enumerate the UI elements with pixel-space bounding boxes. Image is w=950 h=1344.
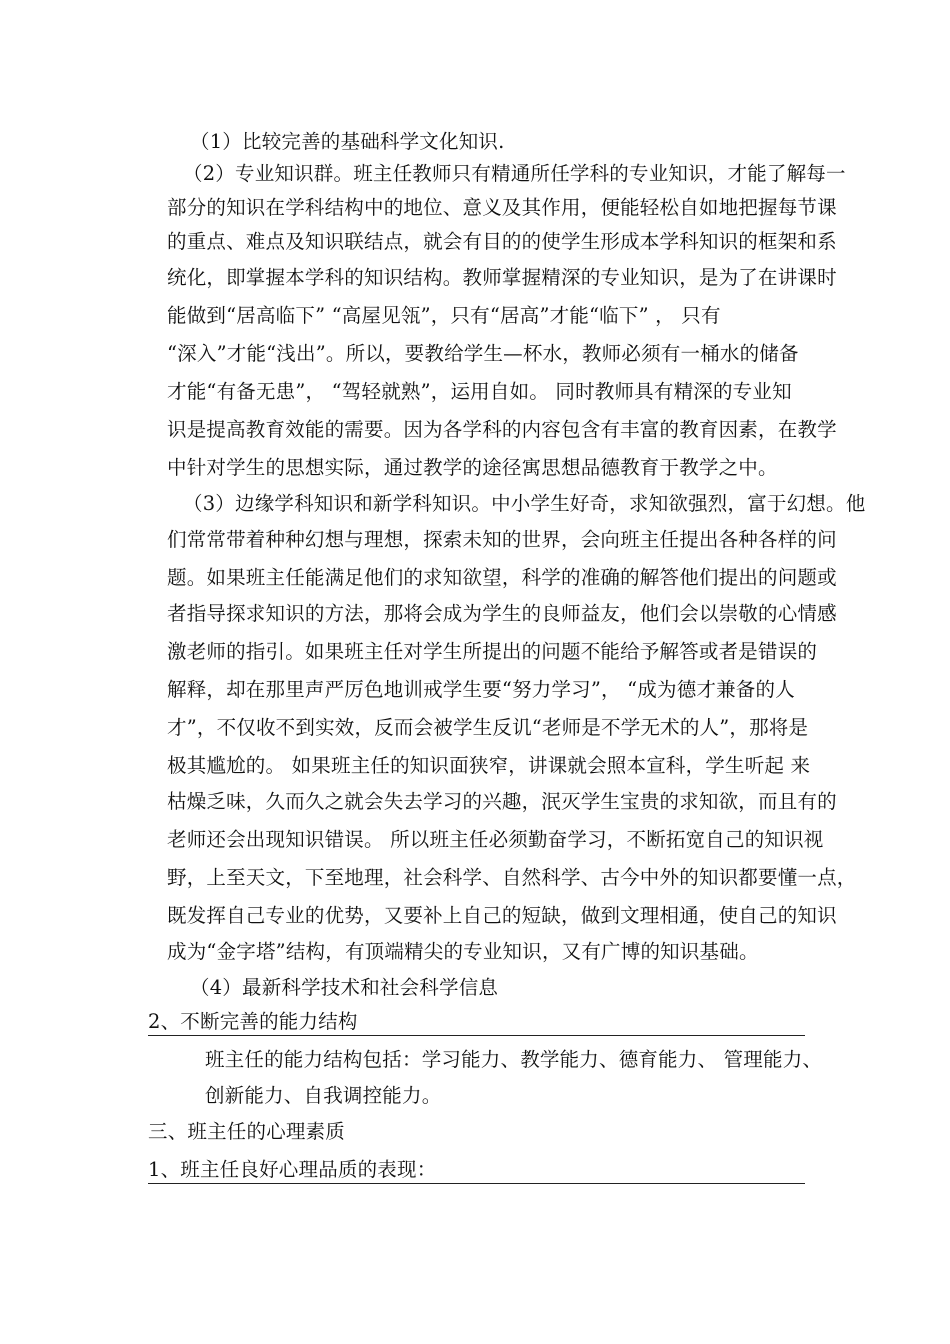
paragraph-text: 中针对学生的思想实际，通过教学的途径寓思想品德教育于教学之中。 bbox=[167, 456, 778, 479]
section-heading-ability: 2、不断完善的能力结构 bbox=[148, 1010, 358, 1033]
paragraph-text: 统化，即掌握本学科的知识结构。教师掌握精深的专业知识，是为了在讲课时 bbox=[167, 266, 837, 289]
heading-underline bbox=[148, 1183, 805, 1184]
subsection-heading: 1、班主任良好心理品质的表现： bbox=[148, 1158, 437, 1181]
paragraph-text: 野，上至天文，下至地理，社会科学、自然科学、古今中外的知识都要懂一点， bbox=[167, 866, 857, 889]
paragraph-text: 老师还会出现知识错误。 所以班主任必须勤奋学习，不断拓宽自己的知识视 bbox=[167, 828, 824, 851]
paragraph-text: 枯燥乏味，久而久之就会失去学习的兴趣，泯灭学生宝贵的求知欲，而且有的 bbox=[167, 790, 837, 813]
paragraph-text: （2）专业知识群。班主任教师只有精通所任学科的专业知识，才能了解每一 bbox=[183, 162, 846, 185]
heading-underline bbox=[148, 1035, 805, 1036]
paragraph-text: “深入”才能“浅出”。所以，要教给学生—杯水，教师必须有一桶水的储备 bbox=[167, 342, 799, 365]
paragraph-text: 解释，却在那里声严厉色地训戒学生要“努力学习”， “成为德才兼备的人 bbox=[167, 678, 795, 701]
paragraph-text: 极其尴尬的。 如果班主任的知识面狭窄，讲课就会照本宣科，学生听起 来 bbox=[167, 754, 811, 777]
paragraph-text: 激老师的指引。如果班主任对学生所提出的问题不能给予解答或者是错误的 bbox=[167, 640, 818, 663]
paragraph-text: 部分的知识在学科结构中的地位、意义及其作用，便能轻松自如地把握每节课 bbox=[167, 196, 837, 219]
paragraph-heading-1: （1）比较完善的基础科学文化知识. bbox=[190, 130, 505, 153]
paragraph-text: 既发挥自己专业的优势，又要补上自己的短缺，做到文理相通，使自己的知识 bbox=[167, 904, 837, 927]
paragraph-text: 才”，不仅收不到实效，反而会被学生反讥“老师是不学无术的人”，那将是 bbox=[167, 716, 809, 739]
paragraph-text: 能做到“居高临下” “高屋见瓴”，只有“居高”才能“临下” ， 只有 bbox=[167, 304, 721, 327]
paragraph-text: （3）边缘学科知识和新学科知识。中小学生好奇，求知欲强烈，富于幻想。他 bbox=[183, 492, 866, 515]
paragraph-text: 者指导探求知识的方法，那将会成为学生的良师益友，他们会以崇敬的心情感 bbox=[167, 602, 837, 625]
paragraph-text: 才能“有备无患”， “驾轻就熟”，运用自如。 同时教师具有精深的专业知 bbox=[167, 380, 792, 403]
paragraph-text: 的重点、难点及知识联结点，就会有目的的使学生形成本学科知识的框架和系 bbox=[167, 230, 837, 253]
paragraph-text: 们常常带着种种幻想与理想，探索未知的世界，会向班主任提出各种各样的问 bbox=[167, 528, 837, 551]
paragraph-text: 识是提高教育效能的需要。因为各学科的内容包含有丰富的教育因素，在教学 bbox=[167, 418, 837, 441]
paragraph-text: 班主任的能力结构包括：学习能力、教学能力、德育能力、 管理能力、 bbox=[205, 1048, 823, 1071]
section-heading-psychology: 三、班主任的心理素质 bbox=[148, 1120, 346, 1143]
paragraph-text: 创新能力、自我调控能力。 bbox=[205, 1084, 442, 1107]
paragraph-heading-4: （4）最新科学技术和社会科学信息 bbox=[190, 976, 499, 999]
paragraph-text: 题。如果班主任能满足他们的求知欲望，科学的准确的解答他们提出的问题或 bbox=[167, 566, 837, 589]
paragraph-text: 成为“金字塔”结构，有顶端精尖的专业知识，又有广博的知识基础。 bbox=[167, 940, 759, 963]
